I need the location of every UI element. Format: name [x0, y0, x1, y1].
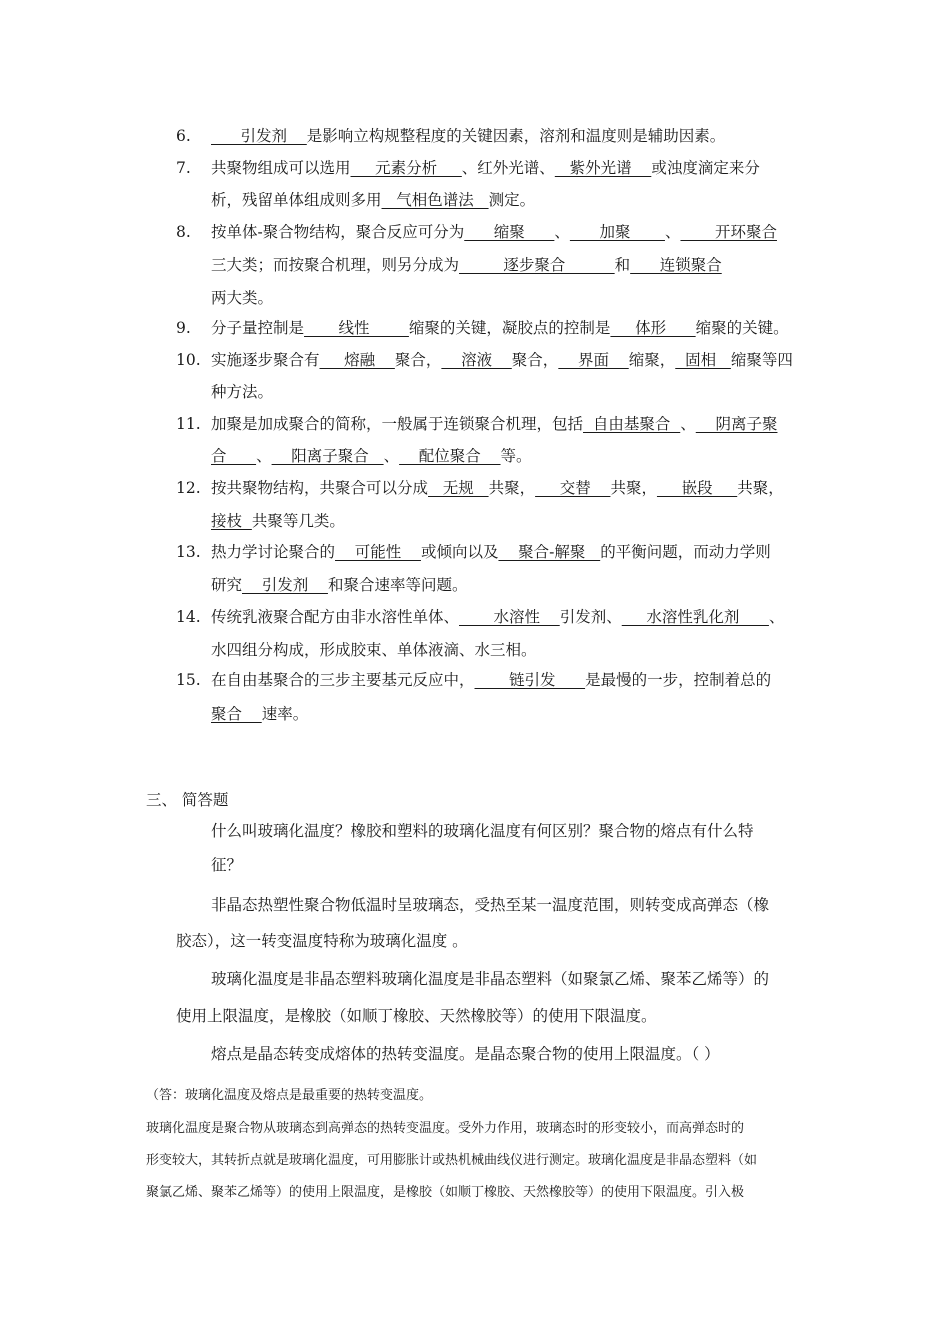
blank-answer: 元素分析: [350, 159, 462, 177]
item-text: 三大类；而按聚合机理，则另分成为: [211, 256, 460, 274]
item-text: 共聚物组成可以选用: [211, 159, 351, 177]
item-text: 在自由基聚合的三步主要基元反应中，: [211, 671, 475, 689]
item-line: [211, 704, 308, 724]
item-text: 种方法。: [211, 383, 274, 401]
answer-paragraph: 使用上限温度，是橡胶（如顺丁橡胶、天然橡胶等）的使用下限温度。: [176, 1007, 657, 1025]
item-line: [211, 288, 273, 308]
item-text: 分子量控制是: [211, 319, 305, 337]
item-number: 12.: [176, 479, 201, 497]
item-text: 共聚，: [488, 479, 536, 497]
blank-answer: 聚合: [211, 705, 262, 723]
blank-answer: 紫外光谱: [554, 159, 652, 177]
item-text: 、红外光谱、: [461, 159, 555, 177]
item-line: [211, 222, 777, 242]
answer-note: 玻璃化温度是聚合物从玻璃态到高弹态的热转变温度。受外力作用，玻璃态时的形变较小，而高弹态时的: [146, 1121, 745, 1136]
item-number: 6.: [176, 127, 191, 145]
item-line: [211, 255, 722, 275]
blank-answer: 接枝: [211, 512, 252, 530]
blank-answer: 溶液: [441, 351, 512, 369]
item-text: 、: [554, 223, 570, 241]
answer-note: 形变较大，其转折点就是玻璃化温度，可用膨胀计或热机械曲线仪进行测定。玻璃化温度是非晶态塑料（如: [146, 1153, 758, 1168]
item-text: 按单体-聚合物结构，聚合反应可分为: [211, 223, 465, 241]
blank-answer: 聚合-解聚: [498, 543, 601, 561]
blank-answer: 加聚: [569, 223, 665, 241]
item-line: [211, 640, 537, 660]
blank-answer: 开环聚合: [680, 223, 777, 241]
item-line: [211, 607, 784, 627]
item-text: 研究: [211, 576, 243, 594]
item-text: 缩聚的关键。: [695, 319, 789, 337]
section-heading: 三、 简答题: [146, 791, 229, 809]
blank-answer: 气相色谱法: [381, 191, 489, 209]
item-text: 共聚，: [737, 479, 784, 497]
item-line: [211, 414, 777, 434]
item-line: [211, 382, 273, 402]
blank-answer: 连锁聚合: [630, 256, 722, 274]
blank-answer: 配位聚合: [399, 447, 501, 465]
blank-answer: 链引发: [474, 671, 586, 689]
item-text: 热力学讨论聚合的: [211, 543, 336, 561]
item-text: 、: [768, 608, 785, 626]
item-text: 析，残留单体组成则多用: [211, 191, 382, 209]
item-text: 的平衡问题，而动力学则: [600, 543, 771, 561]
item-number: 15.: [176, 671, 201, 689]
blank-answer: 引发剂: [211, 127, 307, 145]
item-number: 8.: [176, 223, 191, 241]
item-line: [211, 511, 345, 531]
item-text: 缩聚的关键，凝胶点的控制是: [408, 319, 611, 337]
blank-answer: 缩聚: [464, 223, 555, 241]
item-text: 和聚合速率等问题。: [327, 576, 468, 594]
blank-answer: 逐步聚合: [459, 256, 615, 274]
item-line: [211, 126, 725, 146]
item-text: 或浊度滴定来分: [651, 159, 760, 177]
blank-answer: 交替: [535, 479, 611, 497]
answer-note: 聚氯乙烯、聚苯乙烯等）的使用上限温度，是橡胶（如顺丁橡胶、天然橡胶等）的使用下限温度。引入极: [146, 1185, 745, 1200]
item-text: 、: [664, 223, 681, 241]
item-number: 14.: [176, 608, 201, 626]
question-text: 征？: [211, 856, 243, 874]
item-number: 10.: [176, 351, 201, 369]
item-number: 9.: [176, 319, 191, 337]
answer-paragraph: 玻璃化温度是非晶态塑料玻璃化温度是非晶态塑料（如聚氯乙烯、聚苯乙烯等）的: [211, 970, 770, 988]
item-text: 、: [680, 415, 696, 433]
answer-paragraph: 非晶态热塑性聚合物低温时呈玻璃态，受热至某一温度范围，则转变成高弹态（橡: [211, 896, 770, 914]
item-text: 引发剂、: [559, 608, 622, 626]
blank-answer: 固相: [675, 351, 731, 369]
blank-answer: 引发剂: [242, 576, 328, 594]
item-text: 实施逐步聚合有: [211, 351, 320, 369]
item-line: [211, 446, 532, 466]
blank-answer: 合: [211, 447, 257, 465]
blank-answer: 阳离子聚合: [271, 447, 384, 465]
item-number: 11.: [176, 415, 201, 433]
item-text: 共聚，: [610, 479, 657, 497]
item-text: 和: [614, 256, 631, 274]
item-text: 聚合，: [394, 351, 442, 369]
item-text: 共聚等几类。: [251, 512, 345, 530]
item-text: 水四组分构成，形成胶束、单体液滴、水三相。: [211, 641, 537, 659]
item-number: 13.: [176, 543, 201, 561]
item-text: 是最慢的一步，控制着总的: [585, 671, 772, 689]
answer-note: （答：玻璃化温度及熔点是最重要的热转变温度。: [146, 1088, 433, 1103]
answer-paragraph: 胶态），这一转变温度特称为玻璃化温度 。: [176, 932, 468, 950]
blank-answer: 水溶性乳化剂: [621, 608, 769, 626]
item-line: [211, 190, 535, 210]
blank-answer: 体形: [610, 319, 696, 337]
item-text: 是影响立构规整程度的关键因素，溶剂和温度则是辅助因素。: [306, 127, 726, 145]
blank-answer: 线性: [304, 319, 409, 337]
item-line: [211, 575, 467, 595]
blank-answer: 无规: [428, 479, 489, 497]
blank-answer: 界面: [558, 351, 629, 369]
item-line: [211, 350, 793, 370]
item-text: 缩聚，: [628, 351, 676, 369]
blank-answer: 熔融: [319, 351, 395, 369]
item-text: 两大类。: [211, 289, 274, 307]
item-text: 测定。: [488, 191, 536, 209]
blank-answer: 嵌段: [656, 479, 738, 497]
item-text: 速率。: [261, 705, 309, 723]
blank-answer: 水溶性: [459, 608, 560, 626]
item-line: [211, 318, 789, 338]
item-text: 按共聚物结构，共聚合可以分成: [211, 479, 429, 497]
item-text: 传统乳液聚合配方由非水溶性单体、: [211, 608, 460, 626]
item-text: 缩聚等四: [730, 351, 793, 369]
item-text: 、: [383, 447, 400, 465]
item-text: 或倾向以及: [420, 543, 499, 561]
blank-answer: 自由基聚合: [583, 415, 681, 433]
blank-answer: 可能性: [335, 543, 421, 561]
item-text: 、: [256, 447, 272, 465]
answer-paragraph: 熔点是晶态转变成熔体的热转变温度。是晶态聚合物的使用上限温度。（ ）: [211, 1045, 720, 1063]
item-line: [211, 670, 771, 690]
blank-answer: 阴离子聚: [695, 415, 778, 433]
item-text: 等。: [500, 447, 532, 465]
item-line: [211, 542, 771, 562]
item-number: 7.: [176, 159, 191, 177]
question-text: 什么叫玻璃化温度？橡胶和塑料的玻璃化温度有何区别？聚合物的熔点有什么特: [211, 822, 754, 840]
item-text: 聚合，: [511, 351, 559, 369]
item-text: 加聚是加成聚合的简称，一般属于连锁聚合机理，包括: [211, 415, 584, 433]
item-line: [211, 478, 784, 498]
item-line: [211, 158, 760, 178]
